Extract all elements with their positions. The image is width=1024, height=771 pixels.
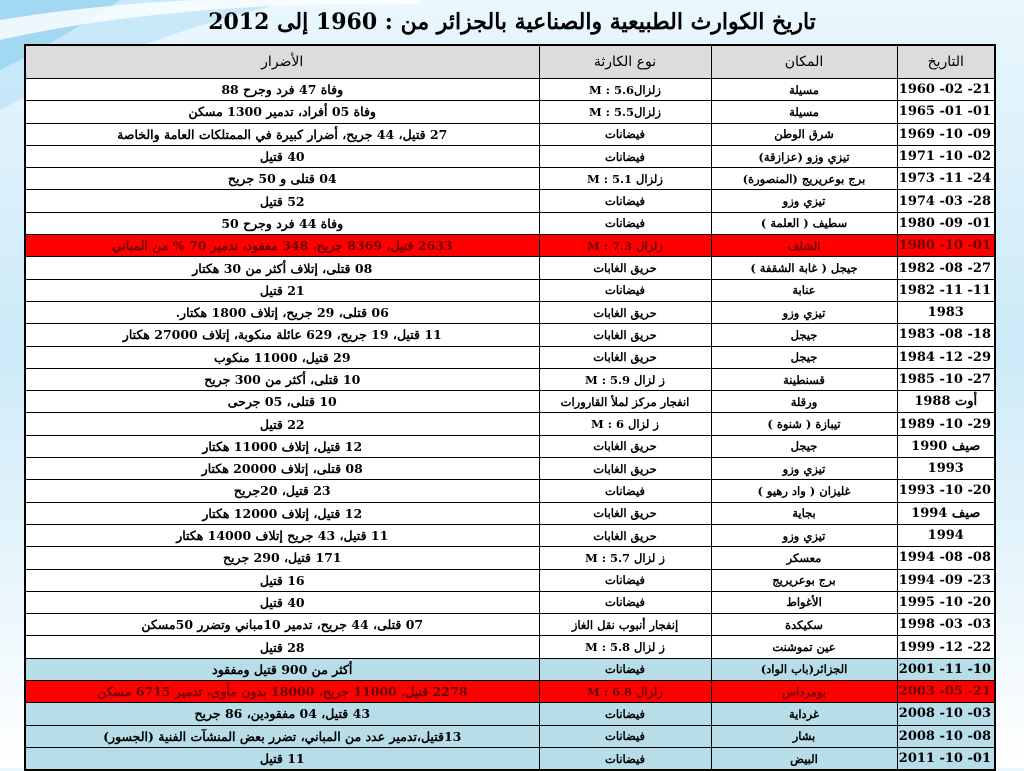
cell-type: فيضانات	[539, 480, 711, 502]
cell-date: 10- 11- 2001	[897, 658, 995, 680]
cell-date: صيف 1990	[897, 435, 995, 457]
cell-date: أوت 1988	[897, 391, 995, 413]
cell-place: سطيف ( العلمة )	[711, 212, 897, 234]
table-row	[25, 681, 995, 703]
cell-damage: 22 قتيل	[25, 413, 539, 435]
cell-type: ز لزال M : 5.9	[539, 368, 711, 390]
cell-type: زلزال M : 5.1	[539, 168, 711, 190]
cell-place: برج بوعريريج	[711, 569, 897, 591]
cell-date: 18- 08- 1983	[897, 324, 995, 346]
cell-damage: 07 قتلى، 44 جريح، تدمير 10مباني وتضرر 50مسكن	[25, 614, 539, 636]
cell-damage: 11 قتيل، 19 جريح، 629 عائلة منكوبة، إتلاف 27000 هكتار	[25, 324, 539, 346]
cell-damage: 11 قتيل	[25, 747, 539, 770]
table-row	[25, 614, 995, 636]
cell-place: عنابة	[711, 279, 897, 301]
cell-damage: 06 قتلى، 29 جريح، إتلاف 1800 هكتار.	[25, 301, 539, 323]
cell-damage: 2633 قتيل، 8369 جريح، 348 مفقود، تدمير 70 % من المباني	[25, 235, 539, 257]
table-row	[25, 458, 995, 480]
cell-damage: وفاة 47 فرد وجرح 88	[25, 79, 539, 101]
cell-place: جيجل ( غابة الشقفة )	[711, 257, 897, 279]
cell-type: فيضانات	[539, 569, 711, 591]
table-row	[25, 101, 995, 123]
cell-date: 27- 08- 1982	[897, 257, 995, 279]
cell-date: 21- 05- 2003	[897, 681, 995, 703]
table-row	[25, 569, 995, 591]
cell-place: ورقلة	[711, 391, 897, 413]
table-body	[25, 79, 995, 771]
table-row	[25, 346, 995, 368]
table-row	[25, 190, 995, 212]
cell-type: زلزال M : 7.3	[539, 235, 711, 257]
table-row	[25, 257, 995, 279]
cell-date: 09- 10- 1969	[897, 123, 995, 145]
cell-damage: 11 قتيل، 43 جريح إتلاف 14000 هكتار	[25, 524, 539, 546]
cell-type: زلزالM : 5.5	[539, 101, 711, 123]
cell-place: مسيلة	[711, 79, 897, 101]
cell-type: حريق الغابات	[539, 257, 711, 279]
table-row	[25, 502, 995, 524]
cell-date: 01- 10- 2011	[897, 747, 995, 770]
cell-type: فيضانات	[539, 658, 711, 680]
cell-type: حريق الغابات	[539, 435, 711, 457]
table-row	[25, 324, 995, 346]
header-type: نوع الكارثة	[539, 45, 711, 79]
cell-type: ز لزال M : 5.8	[539, 636, 711, 658]
cell-place: الأغواط	[711, 591, 897, 613]
cell-damage: وفاة 05 أفراد، تدمير 1300 مسكن	[25, 101, 539, 123]
header-date: التاريخ	[897, 45, 995, 79]
cell-place: جيجل	[711, 324, 897, 346]
table-row	[25, 725, 995, 747]
table-row	[25, 123, 995, 145]
table-row	[25, 168, 995, 190]
cell-damage: 23 قتيل، 20جريح	[25, 480, 539, 502]
cell-damage: 28 قتيل	[25, 636, 539, 658]
cell-place: غرداية	[711, 703, 897, 725]
cell-damage: 13قتيل،تدمير عدد من المباني، تضرر بعض المنشآت الفنية (الجسور)	[25, 725, 539, 747]
cell-date: 23- 09- 1994	[897, 569, 995, 591]
cell-date: 28- 03- 1974	[897, 190, 995, 212]
cell-date: صيف 1994	[897, 502, 995, 524]
cell-place: تيزي وزو	[711, 524, 897, 546]
cell-place: معسكر	[711, 547, 897, 569]
cell-place: غليزان ( واد رهيو )	[711, 480, 897, 502]
cell-type: زلزالM : 5.6	[539, 79, 711, 101]
cell-place: تيزي وزو	[711, 190, 897, 212]
page-title: تاريخ الكوارث الطبيعية والصناعية بالجزائر من : 1960 إلى 2012	[208, 9, 816, 35]
cell-place: البيض	[711, 747, 897, 770]
cell-type: فيضانات	[539, 212, 711, 234]
table-row	[25, 145, 995, 167]
table-row	[25, 235, 995, 257]
cell-type: فيضانات	[539, 703, 711, 725]
cell-damage: 08 قتلى، إتلاف أكثر من 30 هكتار	[25, 257, 539, 279]
cell-type: حريق الغابات	[539, 346, 711, 368]
header-place: المكان	[711, 45, 897, 79]
table-row	[25, 279, 995, 301]
cell-date: 24- 11- 1973	[897, 168, 995, 190]
cell-damage: 12 قتيل، إتلاف 11000 هكتار	[25, 435, 539, 457]
cell-damage: 10 قتلى، أكثر من 300 جريح	[25, 368, 539, 390]
cell-date: 29- 12- 1984	[897, 346, 995, 368]
cell-place: تيزي وزو	[711, 301, 897, 323]
cell-date: 01- 01- 1965	[897, 101, 995, 123]
table-row	[25, 636, 995, 658]
cell-place: تيزي وزو	[711, 458, 897, 480]
cell-date: 03- 10- 2008	[897, 703, 995, 725]
table-row	[25, 591, 995, 613]
table-row	[25, 212, 995, 234]
cell-date: 21- 02- 1960	[897, 79, 995, 101]
header-damage: الأضرار	[25, 45, 539, 79]
cell-place: بجاية	[711, 502, 897, 524]
cell-place: سكيكدة	[711, 614, 897, 636]
cell-type: فيضانات	[539, 591, 711, 613]
cell-type: حريق الغابات	[539, 301, 711, 323]
cell-place: قسنطينة	[711, 368, 897, 390]
cell-damage: 40 قتيل	[25, 145, 539, 167]
cell-type: فيضانات	[539, 725, 711, 747]
cell-damage: 12 قتيل، إتلاف 12000 هكتار	[25, 502, 539, 524]
cell-place: تيبازة ( شنوة )	[711, 413, 897, 435]
cell-type: زلزال M : 6.8	[539, 681, 711, 703]
table-row	[25, 391, 995, 413]
table-row	[25, 480, 995, 502]
cell-place: بشار	[711, 725, 897, 747]
table-row	[25, 368, 995, 390]
cell-type: ز لزال M : 5.7	[539, 547, 711, 569]
cell-damage: 43 قتيل، 04 مفقودين، 86 جريح	[25, 703, 539, 725]
cell-damage: 16 قتيل	[25, 569, 539, 591]
cell-damage: 10 قتلى، 05 جرحى	[25, 391, 539, 413]
cell-damage: 52 قتيل	[25, 190, 539, 212]
table-row	[25, 658, 995, 680]
cell-date: 02- 10- 1971	[897, 145, 995, 167]
cell-type: ز لزال M : 6	[539, 413, 711, 435]
table-row	[25, 301, 995, 323]
cell-damage: 40 قتيل	[25, 591, 539, 613]
cell-date: 03- 03- 1998	[897, 614, 995, 636]
disasters-table	[24, 44, 996, 771]
cell-date: 01- 10- 1980	[897, 235, 995, 257]
table-row	[25, 413, 995, 435]
cell-date: 08- 08- 1994	[897, 547, 995, 569]
cell-date: 01- 09- 1980	[897, 212, 995, 234]
cell-type: فيضانات	[539, 145, 711, 167]
table-row	[25, 747, 995, 770]
cell-damage: 08 قتلى، إتلاف 20000 هكتار	[25, 458, 539, 480]
cell-place: الجزائر(باب الواد)	[711, 658, 897, 680]
cell-type: فيضانات	[539, 279, 711, 301]
cell-damage: 27 قتيل، 44 جريح، أضرار كبيرة في الممتلكات العامة والخاصة	[25, 123, 539, 145]
table-row	[25, 703, 995, 725]
cell-damage: 04 قتلى و 50 جريح	[25, 168, 539, 190]
cell-type: حريق الغابات	[539, 502, 711, 524]
cell-damage: 29 قتيل، 11000 منكوب	[25, 346, 539, 368]
cell-place: الشلف	[711, 235, 897, 257]
cell-date: 27- 10- 1985	[897, 368, 995, 390]
cell-place: عين تموشنت	[711, 636, 897, 658]
table-row	[25, 524, 995, 546]
cell-date: 29- 10- 1989	[897, 413, 995, 435]
cell-place: جيجل	[711, 435, 897, 457]
cell-type: فيضانات	[539, 190, 711, 212]
cell-damage: وفاة 44 فرد وجرح 50	[25, 212, 539, 234]
cell-damage: 2278 قتيل، 11000 جريح، 18000 بدون مأوى، تدمير 6715 مسكن	[25, 681, 539, 703]
cell-date: 20- 10- 1993	[897, 480, 995, 502]
cell-date: 1994	[897, 524, 995, 546]
table-row	[25, 547, 995, 569]
cell-place: شرق الوطن	[711, 123, 897, 145]
cell-place: برج بوعريريج (المنصورة)	[711, 168, 897, 190]
cell-damage: أكثر من 900 قتيل ومفقود	[25, 658, 539, 680]
cell-place: مسيلة	[711, 101, 897, 123]
table-row	[25, 435, 995, 457]
cell-date: 1983	[897, 301, 995, 323]
cell-damage: 171 قتيل، 290 جريح	[25, 547, 539, 569]
cell-damage: 21 قتيل	[25, 279, 539, 301]
cell-type: حريق الغابات	[539, 324, 711, 346]
cell-place: بومرداس	[711, 681, 897, 703]
table-row	[25, 79, 995, 101]
cell-type: انفجار مركز لملأ القارورات	[539, 391, 711, 413]
cell-type: فيضانات	[539, 123, 711, 145]
cell-type: إنفجار أنبوب نقل الغاز	[539, 614, 711, 636]
table-header-row	[25, 45, 995, 79]
cell-date: 22- 12- 1999	[897, 636, 995, 658]
cell-place: تيزي وزو (عزازقة)	[711, 145, 897, 167]
cell-type: حريق الغابات	[539, 524, 711, 546]
cell-date: 11- 11- 1982	[897, 279, 995, 301]
cell-date: 08- 10- 2008	[897, 725, 995, 747]
cell-type: فيضانات	[539, 747, 711, 770]
cell-date: 20- 10- 1995	[897, 591, 995, 613]
cell-date: 1993	[897, 458, 995, 480]
cell-place: جيجل	[711, 346, 897, 368]
cell-type: حريق الغابات	[539, 458, 711, 480]
